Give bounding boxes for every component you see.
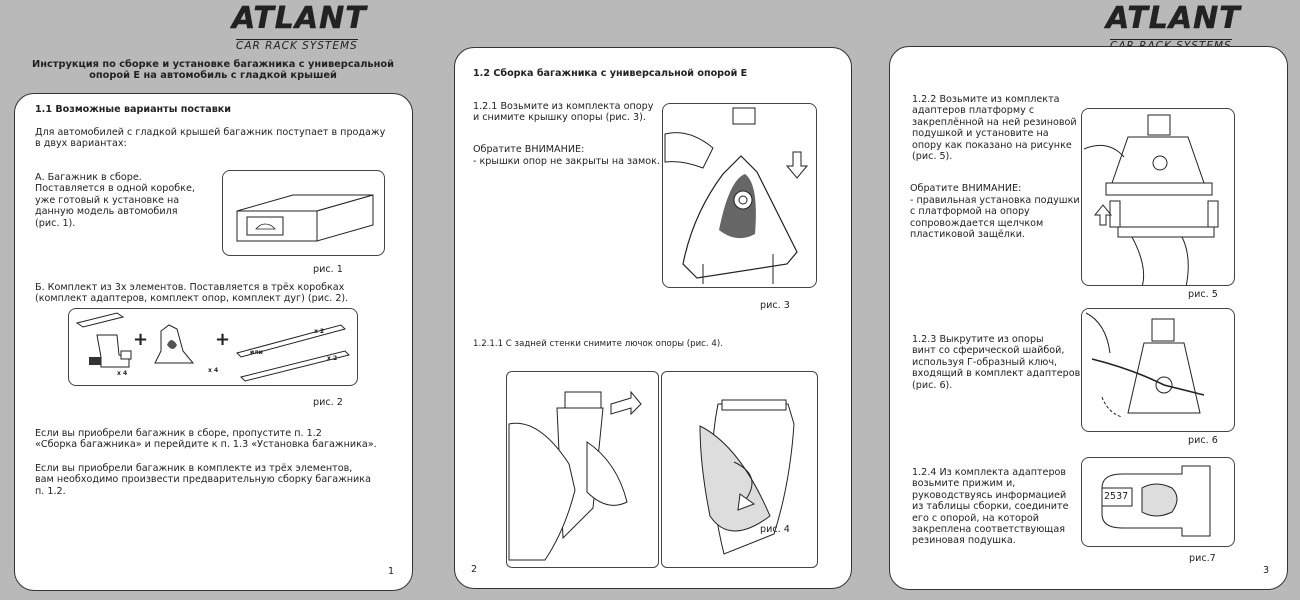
step-1-2-1: 1.2.1 Возьмите из комплекта опору и снимите крышку опоры (рис. 3). bbox=[473, 101, 654, 124]
step-1-2-4: 1.2.4 Из комплекта адаптеров возьмите прижим и, руководствуясь информацией из таблицы сборки, соедините его с опорой, на которой закреплена соответствующая резиновая подушка. bbox=[912, 467, 1069, 547]
figure-5-caption: рис. 5 bbox=[1188, 289, 1218, 300]
section-heading: 1.2 Сборка багажника с универсальной опорой Е bbox=[473, 68, 748, 79]
figure-4a-image bbox=[506, 371, 659, 568]
quantity-label: x 4 bbox=[117, 370, 128, 377]
brand-name: ATLANT bbox=[232, 1, 367, 36]
option-b-text: Б. Комплект из 3х элементов. Поставляется в трёх коробках (комплект адаптеров, комплект опор, комплект дуг) (рис. 2). bbox=[35, 282, 349, 305]
figure-2-kit-image bbox=[68, 308, 358, 386]
figure-1-caption: рис. 1 bbox=[313, 264, 343, 275]
brand-name: ATLANT bbox=[1106, 1, 1241, 36]
figure-1-box-image bbox=[222, 170, 385, 256]
figure-3-support-image bbox=[662, 103, 817, 288]
atlant-logo-left bbox=[232, 1, 367, 53]
page-2-panel bbox=[454, 47, 852, 589]
figure-2-caption: рис. 2 bbox=[313, 397, 343, 408]
figure-4b-image bbox=[661, 371, 818, 568]
figure-6-caption: рис. 6 bbox=[1188, 435, 1218, 446]
clamp-number-label: 2537 bbox=[1104, 491, 1129, 502]
note-three-elements: Если вы приобрели багажник в комплекте из трёх элементов, вам необходимо произвести предварительную сборку багажника п. 1.2. bbox=[35, 463, 371, 497]
quantity-label: x 4 bbox=[208, 367, 219, 374]
figure-3-caption: рис. 3 bbox=[760, 300, 790, 311]
attention-label: Обратите ВНИМАНИЕ: bbox=[473, 144, 585, 155]
figure-4-caption: рис. 4 bbox=[760, 524, 790, 535]
figure-5-platform-image bbox=[1081, 108, 1235, 286]
or-label: или bbox=[250, 349, 263, 356]
page-3-panel bbox=[889, 46, 1288, 590]
plus-sign: + bbox=[133, 329, 149, 350]
section-heading: 1.1 Возможные варианты поставки bbox=[35, 104, 232, 115]
attention-label: Обратите ВНИМАНИЕ: bbox=[910, 183, 1022, 194]
attention-text: - крышки опор не закрыты на замок. bbox=[473, 156, 660, 167]
step-1-2-1-1: 1.2.1.1 С задней стенки снимите лючок опоры (рис. 4). bbox=[473, 339, 723, 349]
page-number: 2 bbox=[471, 564, 478, 575]
figure-6-wrench-image bbox=[1081, 308, 1235, 432]
document-title: Инструкция по сборке и установке багажника с универсальной опорой Е на автомобиль с гладкой крышей bbox=[32, 59, 394, 82]
note-assembled: Если вы приобрели багажник в сборе, пропустите п. 1.2 «Сборка багажника» и перейдите к п. 1.3 «Установка багажника». bbox=[35, 428, 377, 451]
intro-text: Для автомобилей с гладкой крышей багажник поступает в продажу в двух вариантах: bbox=[35, 127, 386, 150]
figure-7-clamp-image bbox=[1081, 457, 1235, 547]
page-number: 3 bbox=[1263, 565, 1270, 576]
brand-tagline: CAR RACK SYSTEMS bbox=[236, 40, 358, 52]
step-1-2-3: 1.2.3 Выкрутите из опоры винт со сферической шайбой, используя Г-образный ключ, входящий в комплект адаптеров (рис. 6). bbox=[912, 334, 1081, 391]
quantity-label: x 2 bbox=[327, 355, 338, 362]
quantity-label: x 2 bbox=[314, 328, 325, 335]
plus-sign: + bbox=[215, 329, 231, 350]
figure-7-caption: рис.7 bbox=[1189, 553, 1216, 564]
page-number: 1 bbox=[388, 566, 395, 577]
page-1-panel bbox=[14, 93, 413, 591]
step-1-2-2: 1.2.2 Возьмите из комплекта адаптеров платформу с закреплённой на ней резиновой подушкой и установите на опору как показано на рисунке (рис. 5). bbox=[912, 94, 1077, 163]
option-a-text: А. Багажник в сборе. Поставляется в одной коробке, уже готовый к установке на данную модель автомобиля (рис. 1). bbox=[35, 172, 195, 229]
attention-text: - правильная установка подушки с платформой на опору сопровождается щелчком пластиковой защёлки. bbox=[910, 195, 1080, 241]
